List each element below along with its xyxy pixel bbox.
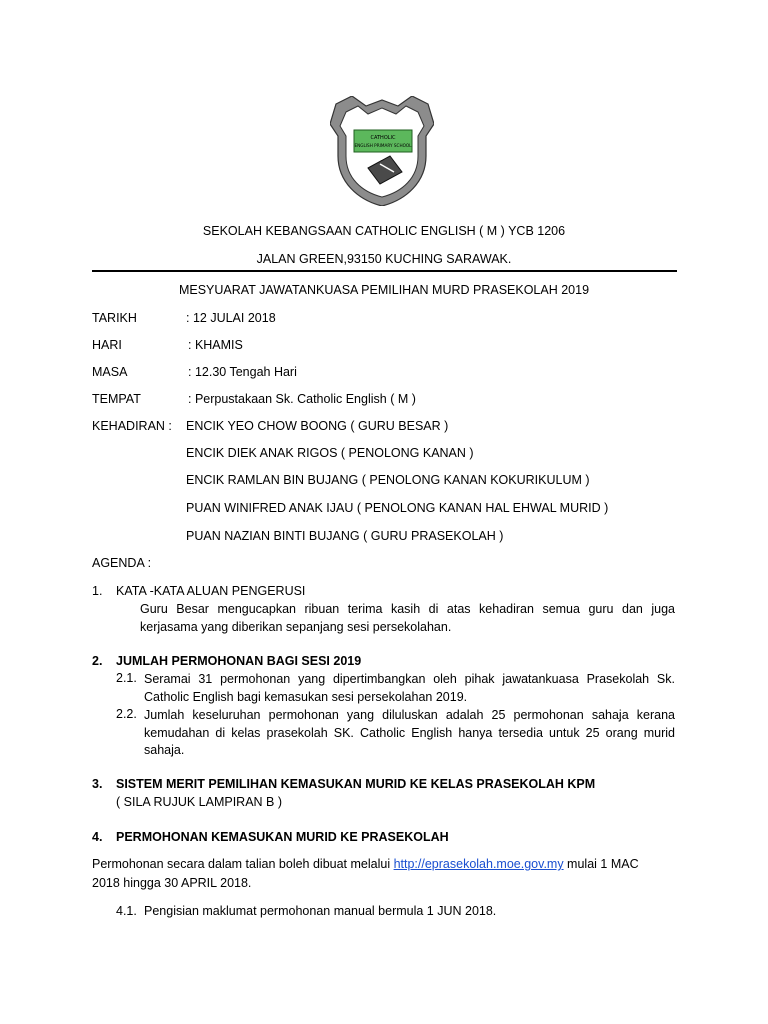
meeting-title: MESYUARAT JAWATANKUASA PEMILIHAN MURD PRASEKOLAH 2019 bbox=[178, 283, 590, 297]
hari-value: : KHAMIS bbox=[188, 338, 243, 352]
agenda-3-title: SISTEM MERIT PEMILIHAN KEMASUKAN MURID KE KELAS PRASEKOLAH KPM bbox=[116, 777, 596, 791]
agenda-label: AGENDA : bbox=[92, 556, 152, 570]
attendee-item: ENCIK YEO CHOW BOONG ( GURU BESAR ) bbox=[186, 419, 449, 433]
agenda-4-1-text: Pengisian maklumat permohonan manual bermula 1 JUN 2018. bbox=[144, 904, 497, 918]
agenda-4-body-before: Permohonan secara dalam talian boleh dibuat melalui bbox=[92, 857, 394, 871]
agenda-4-1-number: 4.1. bbox=[116, 904, 137, 918]
school-crest-logo bbox=[330, 96, 434, 206]
tarikh-value: : 12 JULAI 2018 bbox=[186, 311, 276, 325]
attendee-item: ENCIK RAMLAN BIN BUJANG ( PENOLONG KANAN KOKURIKULUM ) bbox=[186, 473, 590, 487]
agenda-4-body-after: mulai 1 MAC bbox=[563, 857, 639, 871]
attendee-item: PUAN NAZIAN BINTI BUJANG ( GURU PRASEKOLAH ) bbox=[186, 529, 504, 543]
agenda-4-body-line1 bbox=[92, 857, 639, 871]
agenda-3-note: ( SILA RUJUK LAMPIRAN B ) bbox=[116, 795, 283, 809]
masa-label: MASA bbox=[92, 365, 128, 379]
tempat-value: : Perpustakaan Sk. Catholic English ( M ) bbox=[188, 392, 416, 406]
tarikh-label: TARIKH bbox=[92, 311, 137, 325]
header-divider bbox=[92, 270, 677, 272]
agenda-2-1-number: 2.1. bbox=[116, 671, 137, 685]
agenda-4-body-line2: 2018 hingga 30 APRIL 2018. bbox=[92, 876, 252, 890]
attendee-item: ENCIK DIEK ANAK RIGOS ( PENOLONG KANAN ) bbox=[186, 446, 474, 460]
agenda-2-2-text: Jumlah keseluruhan permohonan yang diluluskan adalah 25 permohonan sahaja kerana kemudahan di kelas prasekolah SK. Catholic English hanya tersedia untuk 25 orang murid sahaja. bbox=[144, 708, 675, 757]
agenda-1-title: KATA -KATA ALUAN PENGERUSI bbox=[116, 584, 306, 598]
hari-label: HARI bbox=[92, 338, 122, 352]
attendee-item: PUAN WINIFRED ANAK IJAU ( PENOLONG KANAN HAL EHWAL MURID ) bbox=[186, 501, 609, 515]
agenda-2-number: 2. bbox=[92, 654, 103, 668]
kehadiran-label: KEHADIRAN : bbox=[92, 419, 172, 433]
agenda-4-number: 4. bbox=[92, 830, 103, 844]
agenda-4-title: PERMOHONAN KEMASUKAN MURID KE PRASEKOLAH bbox=[116, 830, 449, 844]
crest-text-1: CATHOLIC bbox=[370, 135, 396, 141]
agenda-2-1-text: Seramai 31 permohonan yang dipertimbangkan oleh pihak jawatankuasa Prasekolah Sk. Catholic English bagi kemasukan sesi persekolahan 2019. bbox=[144, 672, 675, 704]
tempat-label: TEMPAT bbox=[92, 392, 141, 406]
eprasekolah-link[interactable]: http://eprasekolah.moe.gov.my bbox=[393, 857, 564, 871]
agenda-1-number: 1. bbox=[92, 584, 103, 598]
agenda-2-title: JUMLAH PERMOHONAN BAGI SESI 2019 bbox=[116, 654, 362, 668]
school-address: JALAN GREEN,93150 KUCHING SARAWAK. bbox=[256, 252, 512, 266]
agenda-3-number: 3. bbox=[92, 777, 103, 791]
masa-value: : 12.30 Tengah Hari bbox=[188, 365, 297, 379]
agenda-2-2-number: 2.2. bbox=[116, 707, 137, 721]
school-name: SEKOLAH KEBANGSAAN CATHOLIC ENGLISH ( M ) YCB 1206 bbox=[202, 224, 566, 238]
agenda-1-body: Guru Besar mengucapkan ribuan terima kasih di atas kehadiran semua guru dan juga kerjasama yang diberikan sepanjang sesi persekolahan. bbox=[140, 602, 675, 634]
crest-text-2: ENGLISH PRIMARY SCHOOL bbox=[354, 143, 412, 148]
